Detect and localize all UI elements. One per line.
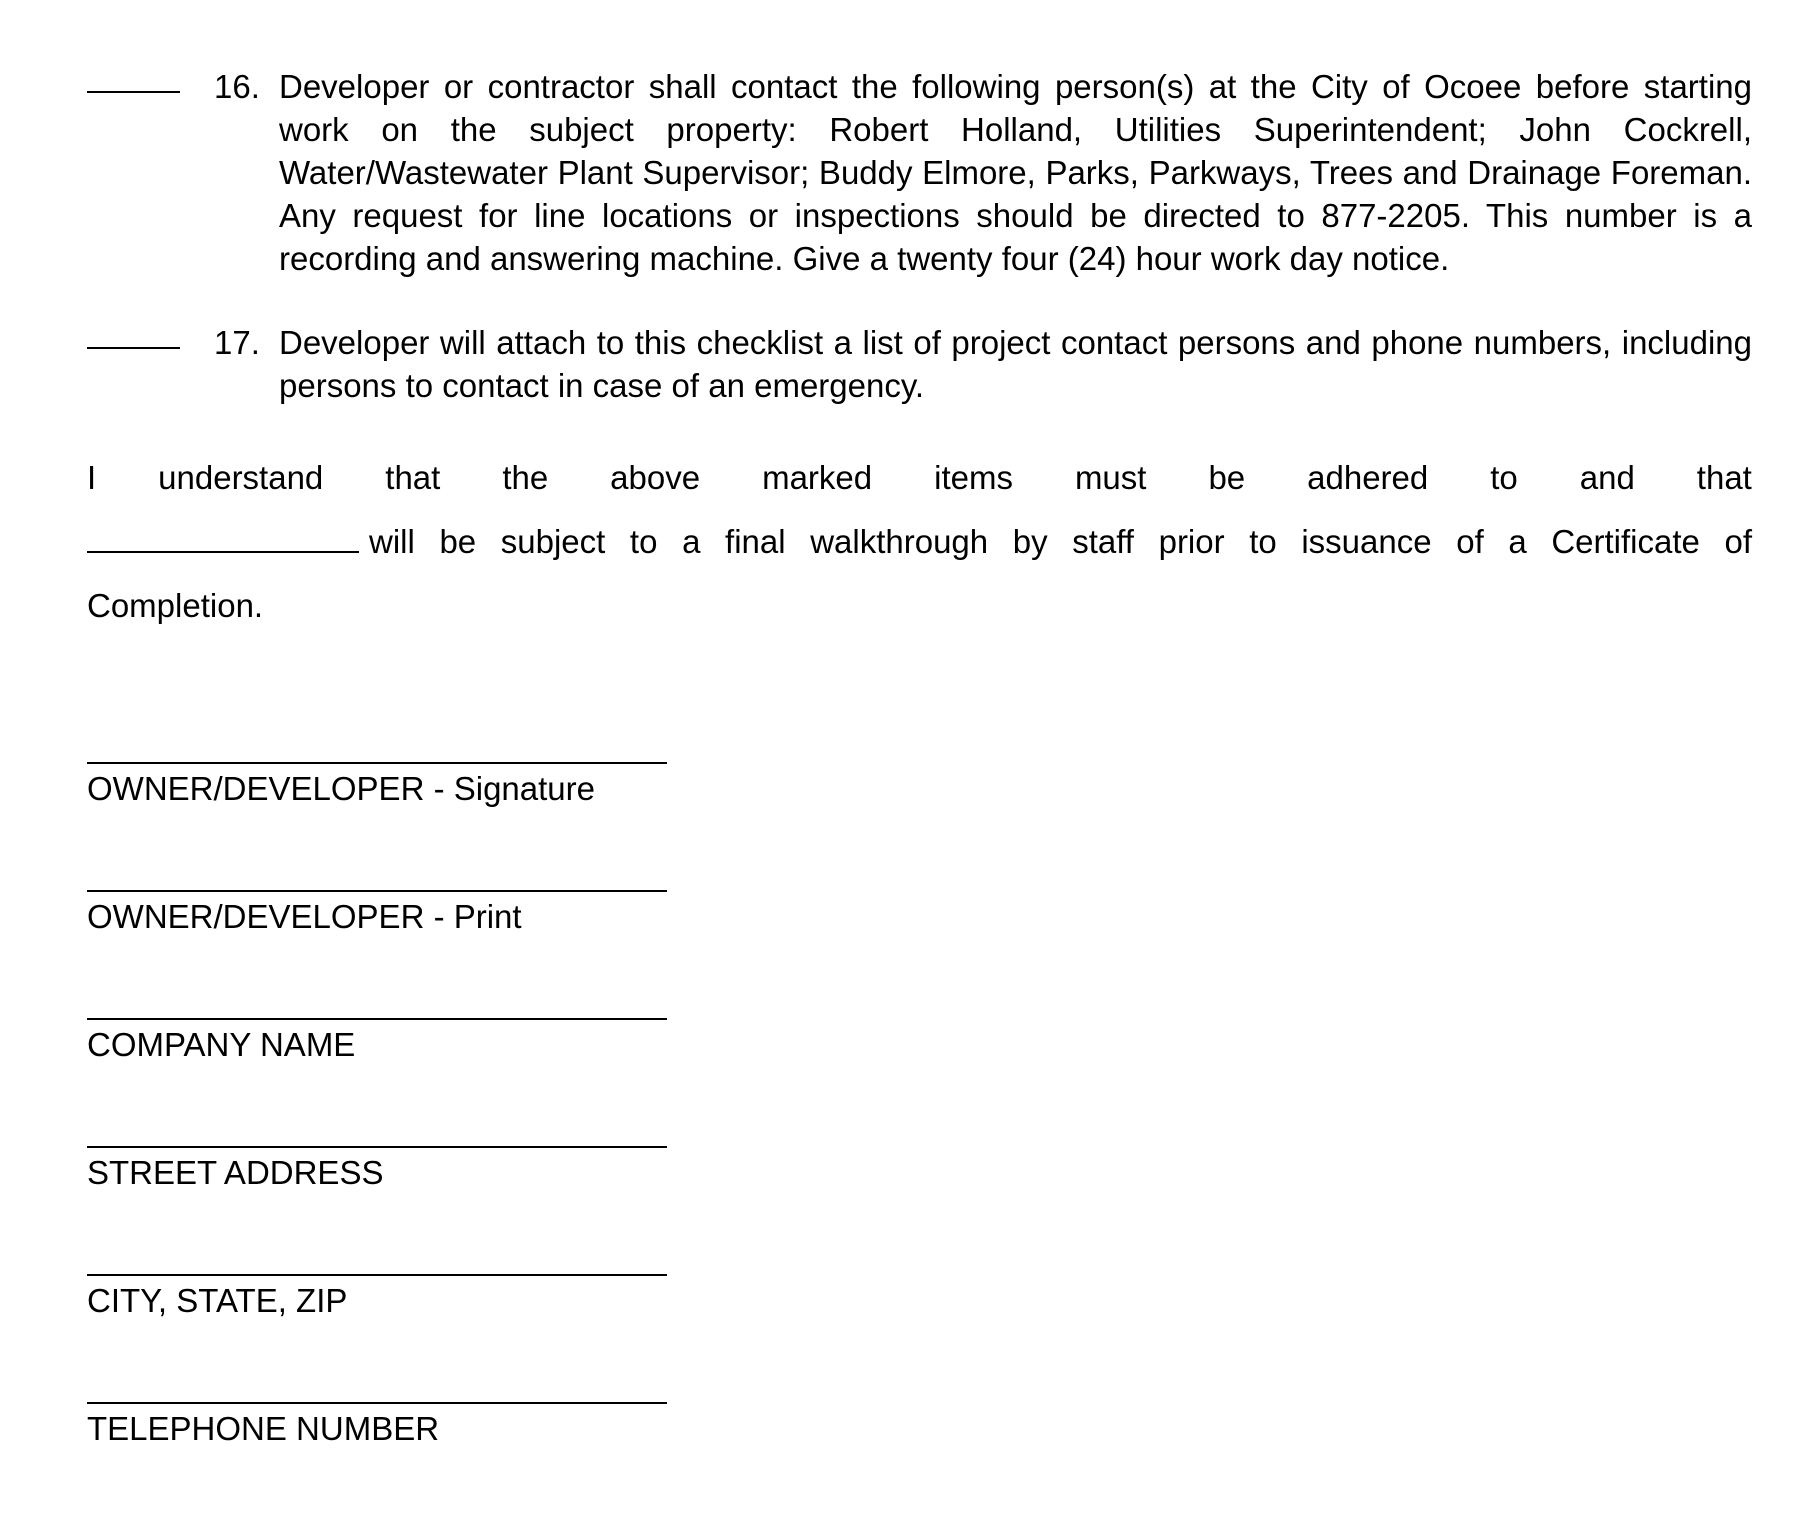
acknowledgement-statement [87, 446, 1752, 638]
statement-line-2 [87, 510, 1752, 574]
statement-word: adhered [1307, 459, 1429, 496]
field-label: CITY, STATE, ZIP [87, 1282, 348, 1319]
signature-line[interactable] [87, 1018, 667, 1020]
checkmark-blank-17[interactable] [87, 347, 180, 349]
checkmark-blank-16[interactable] [87, 91, 180, 93]
statement-word: to [1490, 459, 1518, 496]
item-number: 16. [214, 68, 260, 105]
signature-field-owner-signature [87, 762, 667, 808]
statement-line-3: Completion. [87, 587, 264, 624]
item-text: Developer or contractor shall contact the following person(s) at the City of Ocoee before starting work on the subject property: Robert Holland, Utilities Superintendent; John Cockrell, Water/Wastewater Plant Supervisor; Buddy Elmore, Parks, Parkways, Trees and Drainage Foreman. Any request for line locations or inspections should be directed to 877-2205. This number is a recording and answering machine. Give a twenty four (24) hour work day notice. [279, 68, 1752, 277]
signature-line[interactable] [87, 1274, 667, 1276]
statement-word: the [502, 459, 549, 496]
statement-word: I [87, 459, 97, 496]
statement-word: items [934, 459, 1013, 496]
field-label: TELEPHONE NUMBER [87, 1410, 440, 1447]
signature-field-street-address [87, 1146, 667, 1192]
statement-word: that [385, 459, 441, 496]
project-name-blank[interactable] [87, 551, 359, 553]
field-label: OWNER/DEVELOPER - Signature [87, 770, 595, 807]
statement-word: and [1579, 459, 1635, 496]
item-number: 17. [214, 324, 260, 361]
signature-field-owner-print [87, 890, 667, 936]
statement-word: above [610, 459, 701, 496]
signature-field-company-name [87, 1018, 667, 1064]
statement-word: understand [158, 459, 324, 496]
signature-line[interactable] [87, 1402, 667, 1404]
statement-word: must [1074, 459, 1147, 496]
field-label: STREET ADDRESS [87, 1154, 384, 1191]
statement-text: will be subject to a final walkthrough by staff prior to issuance of a Certificate of [369, 523, 1752, 560]
signature-field-city-state-zip [87, 1274, 667, 1320]
statement-line-1 [87, 446, 1752, 510]
signature-line[interactable] [87, 890, 667, 892]
item-text: Developer will attach to this checklist a list of project contact persons and phone numbers, including persons to contact in case of an emergency. [279, 324, 1752, 404]
signature-field-telephone-number [87, 1402, 667, 1448]
signature-line[interactable] [87, 762, 667, 764]
statement-word: marked [762, 459, 873, 496]
statement-word: be [1208, 459, 1246, 496]
signature-line[interactable] [87, 1146, 667, 1148]
field-label: COMPANY NAME [87, 1026, 356, 1063]
statement-word: that [1696, 459, 1752, 496]
field-label: OWNER/DEVELOPER - Print [87, 898, 522, 935]
